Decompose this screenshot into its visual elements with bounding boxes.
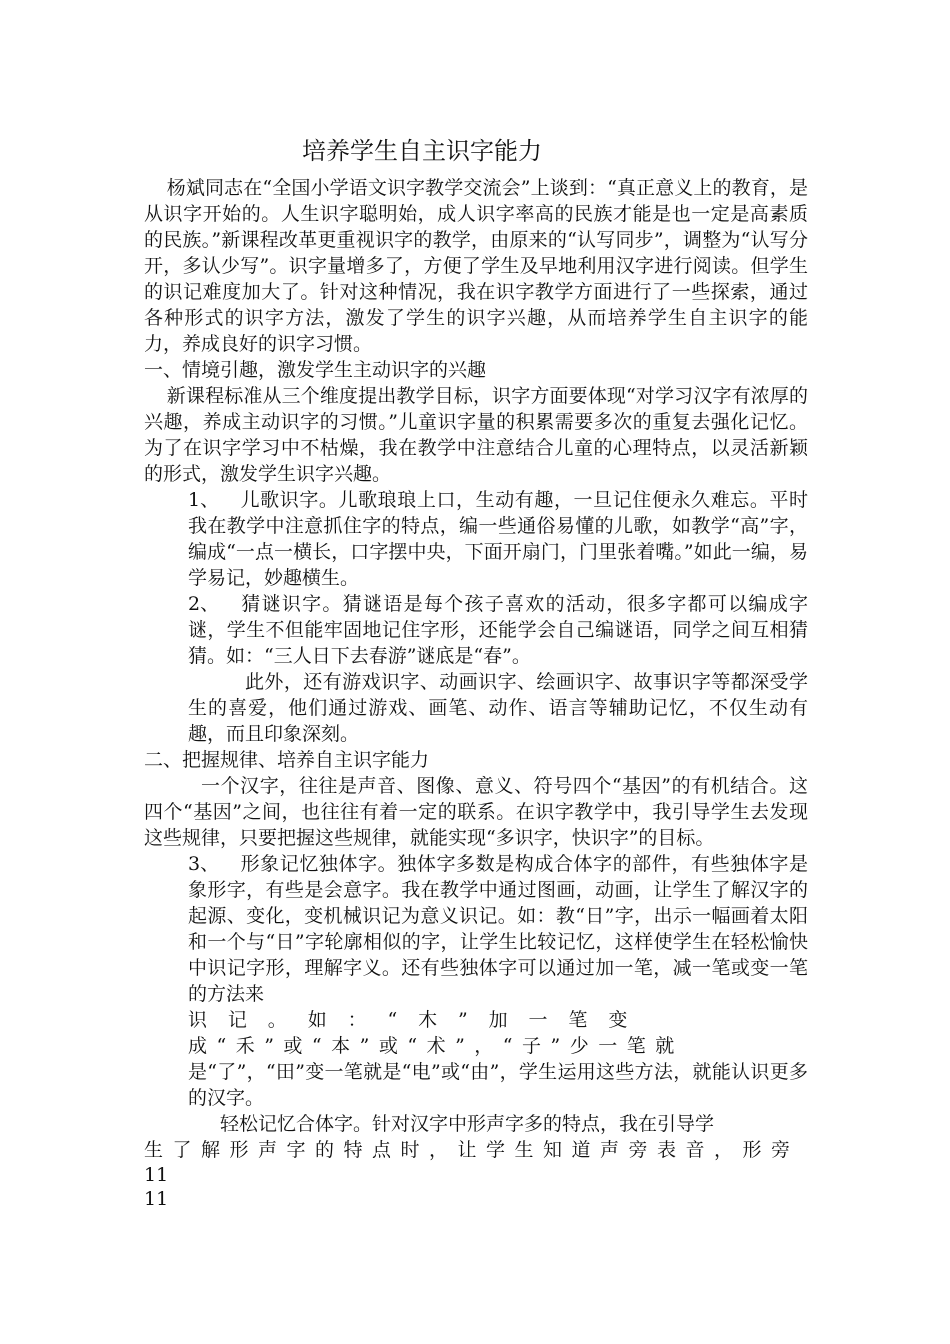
list-item-3-tail: 是“了”，“田”变一笔就是“电”或“由”，学生运用这些方法，就能认识更多的汉字。 xyxy=(188,1061,808,1109)
list-item-3 xyxy=(188,851,808,1007)
section-2-paragraph: 一个汉字，往往是声音、图像、意义、符号四个“基因”的有机结合。这四个“基因”之间，也往往有着一定的联系。在识字教学中，我引导学生去发现这些规律，只要把握这些规律，就能实现“多识字，快识字”的目标。 xyxy=(144,775,808,849)
list-item-1-text: 儿歌识字。儿歌琅琅上口，生动有趣，一旦记住便永久难忘。平时我在教学中注意抓住字的特点，编一些通俗易懂的儿歌，如教学“高”字，编成“一点一横长，口字摆中央，下面开扇门，门里张着嘴。”如此一编，易学易记，妙趣横生。 xyxy=(188,489,808,589)
list-item-1 xyxy=(188,487,808,591)
list-item-3-line-b: 成“禾”或“本”或“术”，“子”少一笔就 xyxy=(188,1035,684,1057)
section-1-extra-paragraph: 此外，还有游戏识字、动画识字、绘画识字、故事识字等都深受学生的喜爱，他们通过游戏、画笔、动作、语言等辅助记忆，不仅生动有趣，而且印象深刻。 xyxy=(188,671,808,745)
section-2-heading: 二、把握规律、培养自主识字能力 xyxy=(144,749,430,771)
list-item-3-text: 形象记忆独体字。独体字多数是构成合体字的部件，有些独体字是象形字，有些是会意字。我在教学中通过图画，动画，让学生了解汉字的起源、变化，变机械识记为意义识记。如：教“日”字，出示一幅画着太阳和一个与“日”字轮廓相似的字，让学生比较记忆，这样使学生在轻松愉快中识记字形，理解字义。还有些独体字可以通过加一笔，减一笔或变一笔的方法来 xyxy=(188,853,808,1005)
section-1-paragraph: 新课程标准从三个维度提出教学目标，识字方面要体现“对学习汉字有浓厚的兴趣，养成主动识字的习惯。”儿童识字量的积累需要多次的重复去强化记忆。为了在识字学习中不枯燥，我在教学中注意结合儿童的心理特点，以灵活新颖的形式，激发学生识字兴趣。 xyxy=(144,385,808,485)
list-item-2 xyxy=(188,591,808,669)
list-item-1-number: 1、 xyxy=(188,489,220,511)
list-item-3-line-a: 识记。如：“木”加一笔变 xyxy=(188,1009,649,1031)
intro-paragraph: 杨斌同志在“全国小学语文识字教学交流会”上谈到：“真正意义上的教育，是从识字开始的。人生识字聪明始，成人识字率高的民族才能是也一定是高素质的民族。”新课程改革更重视识字的教学，由原来的“认写同步”，调整为“认写分开，多认少写”。识字量增多了，方便了学生及早地利用汉字进行阅读。但学生的识记难度加大了。针对这种情况，我在识字教学方面进行了一些探索，通过各种形式的识字方法，激发了学生的识字兴趣，从而培养学生自主识字的能力，养成良好的识字习惯。 xyxy=(144,177,808,355)
list-item-2-number: 2、 xyxy=(188,593,220,615)
page-number-2: 11 xyxy=(144,1188,169,1210)
list-item-3-number: 3、 xyxy=(188,853,220,875)
list-item-2-text: 猜谜识字。猜谜语是每个孩子喜欢的活动，很多字都可以编成字谜，学生不但能牢固地记住字形，还能学会自己编谜语，同学之间互相猜猜。如：“三人日下去春游”谜底是“春”。 xyxy=(188,593,808,667)
page-number-1: 11 xyxy=(144,1164,169,1186)
section-2-paragraph-2-line: 生了解形声字的特点时，让学生知道声旁表音，形旁 xyxy=(144,1139,800,1161)
section-2-paragraph-2: 轻松记忆合体字。针对汉字中形声字多的特点，我在引导学 xyxy=(220,1113,715,1135)
section-1-heading: 一、情境引趣，激发学生主动识字的兴趣 xyxy=(144,359,487,381)
document-body xyxy=(144,175,808,1211)
document-title: 培养学生自主识字能力 xyxy=(302,137,542,165)
